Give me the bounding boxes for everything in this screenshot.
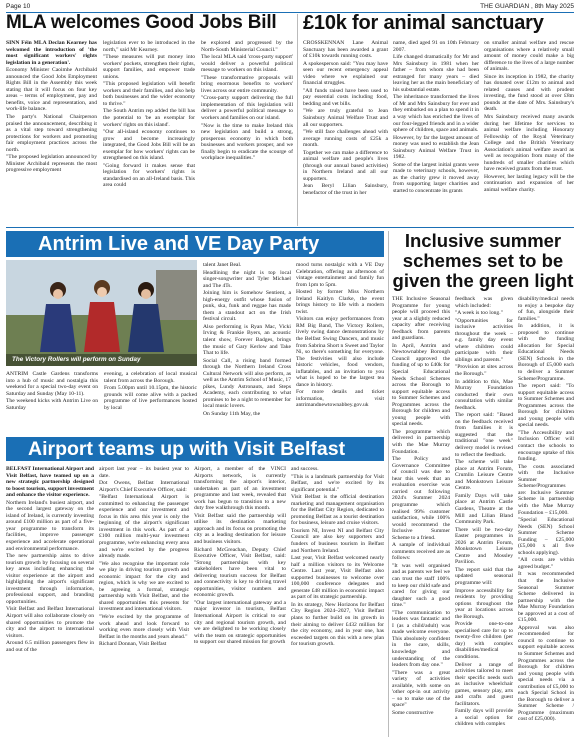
mla-lead: SINN Féin MLA Declan Kearney has welcomed the introduction of 'the most significant workers' rights legislation in a generation'. — [6, 40, 97, 66]
animal-paragraph: The inheritance transformed the lives of Mr and Mrs Sainsbury for ever and they embarked on a plan to spend it in a way which has enriched the lives of our four-legged friends and in a wider sphere of children, space and animals. — [393, 94, 479, 134]
mla-paragraph: The local MLA said 'cross-party support' would deliver a powerful political message to workers on this island. — [201, 54, 293, 74]
mla-paragraph: "This proposed legislation will benefit workers and their families, and also help both businesses and the wider economy to thrive." — [103, 81, 195, 107]
antrim-paragraph: Also performing is Ryan Mac, Vicki Irving & Frankie Byers, an acoustic talent show, Forever Badges, brings the music of Gary Kerlow and Take That to life. — [203, 323, 291, 357]
inclusive-paragraph: "Opportunities for inclusive activities throughout the week – e.g. family day event where children could participate with their siblings and parents." — [455, 317, 513, 363]
inclusive-paragraph: "The communication to leaders was fantastic and I (as a child/adult) was made welcome everyone. This absolutely confident in the care, skills, knowledge and understanding of the leaders from day one." — [392, 609, 450, 669]
column-divider — [388, 231, 389, 737]
airport-paragraph: Visit Belfast and Belfast International Airport will also collaborate closely on shared opportunities to promote the city and the airport to international visitors. — [6, 606, 94, 639]
inclusive-paragraph: In April, Antrim and Newtownabbey Borough Council approved the funding of up to £40k for Special Educational Needs School Schemes across the Borough to support equitable access to Summer Schemes and Programmes across the Borough for children and young people with special needs. — [392, 342, 450, 428]
airport-paragraph: "We also recognise the important role we play in driving tourism growth and economic impact for the city and region, which is why we are excited to be agreeing a formal, strategic partnership with Visit Belfast, and the shared opportunities this presents for investment and international visitors. — [99, 560, 189, 613]
animal-column-3 — [484, 40, 574, 224]
antrim-paragraph: evening, a celebration of local musical talent from across the Borough. — [104, 371, 197, 384]
antrim-headline: Antrim Live and VE Day Party — [6, 231, 384, 257]
inclusive-column-3 — [518, 296, 574, 734]
antrim-paragraph: Social Call, a rising band formed through the Northern Ireland Cross Cultural Network will also perform, as well as the Antrim School of Music, 17 pikes, Lundy Astronauts, and Steps Academy, each contributing to what promises to be a night to remember for local music lovers. — [203, 357, 291, 410]
inclusive-paragraph: There will be two-day Easter programmes in 2026 at Antrim Forum, Monkstown Leisure Centre and Mossley Pavilion. — [455, 526, 513, 566]
airport-column-1 — [6, 466, 94, 734]
mla-paragraph: The South Antrim rep added the bill has the potential to 'be an exemplar for workers' rights on this island'. — [103, 108, 195, 128]
inclusive-paragraph: "Special Educational Needs (SEN) School Summer Scheme Funding – £25,000 (£5,000 x all five schools applying). — [518, 517, 574, 556]
column-divider — [297, 14, 298, 226]
inclusive-headline-line: Inclusive summer — [404, 230, 562, 251]
inclusive-headline-line: given the green light — [392, 270, 574, 291]
antrim-column-3 — [203, 262, 291, 434]
mla-paragraph: Economy Minister Caoimhe Archibald announced the Good Jobs Employment Rights Bill in the Assembly this week stating that it will focus on four key areas – terms of employment, pay and benefits, voice and representation, and work-life balance. — [6, 67, 97, 113]
antrim-paragraph: For more details and ticket information, visit antrimandnewtownabbey.gov.uk — [296, 389, 384, 409]
animal-paragraph: Together we can make a difference to animal welfare and people's lives (through our annual based activities) in Northern Ireland and all our supporters. — [303, 149, 388, 182]
airport-paragraph: Tourism NI, Invest NI and Belfast City Council are also key supporters and funders of business tourism in Belfast and Northern Ireland. — [291, 527, 384, 554]
paper-name-date: THE GUARDIAN , 8th May 2025 — [480, 3, 574, 10]
antrim-column-2 — [104, 371, 197, 433]
inclusive-paragraph: "All costs are within agreed budget." — [518, 557, 574, 570]
animal-paragraph: "We still face challenges ahead with average running costs of £25k a month. — [303, 129, 388, 149]
inclusive-paragraph: In addition, it is proposed to continue with the funding allocation for Special Educational Needs (SEN) Schools in the Borough of £5,000 each to deliver a Summer Scheme/Programme. — [518, 323, 574, 382]
airport-paragraph: The new partnership aims to drive tourism growth by focusing on several key areas including enhancing the visitor experience at the airport and highlighting the airport's significant investment through information, professional support, and branding opportunities. — [6, 553, 94, 605]
mla-column-1 — [6, 40, 97, 224]
airport-column-2 — [99, 466, 189, 734]
antrim-paragraph: Headlining the night is top local singer-songwriter and Tyler Michael and The 4Ts. — [203, 269, 291, 289]
mla-paragraph: "Now is the time to make Ireland this new legislation and build a strong, prosperous economy in which both businesses and workers prosper, and we finally begin to eradicate the scourge of workplace inequalities." — [201, 122, 293, 162]
antrim-paragraph: mood turns nostalgic with a VE Day Celebration, offering an afternoon of vintage entertainment and family fun from 1pm to 5pm. — [296, 262, 384, 288]
animal-paragraph: However, by far the largest amount of money was used to establish the Jean Sainsbury Animal Welfare Trust in 1982. — [393, 134, 479, 161]
animal-paragraph: Life changed dramatically for Mr and Mrs Sainsbury in 1981 when her father – from whom she had been estranged for many years – died leaving her as the main beneficiary of his substantial estate. — [393, 54, 479, 93]
mla-column-2 — [103, 40, 195, 224]
animal-headline: £10k for animal sanctuary — [303, 12, 544, 34]
airport-column-3 — [194, 466, 286, 734]
inclusive-paragraph: Improve accessibility for residents by providing options throughout the year at locations across the Borough. — [455, 587, 513, 620]
airport-headline: Airport teams up with Visit Belfast — [6, 437, 384, 461]
airport-paragraph: and success. — [291, 466, 319, 472]
animal-paragraph: Mrs Sainsbury received many awards during her lifetime for services to animal welfare including Honorary Fellowship of the Royal Veterinary College and the British Veterinary Association's animal welfare award as well as recognition from many of the hundreds of smaller charities which have received grants from the trust. — [484, 114, 574, 173]
airport-paragraph: "We're excited by the programme of work ahead and look forward to working even more closely with Visit Belfast in the months and years ahead." — [99, 614, 189, 640]
airport-lead: BELFAST International Airport and Visit Belfast, have teamed up on a new strategic partnership designed to boost tourism, support investment and enhance the visitor experience. — [6, 466, 94, 499]
mla-paragraph: "The proposed legislation announced by Minister Archibald represents the most progressive employment — [6, 154, 97, 174]
photo-illustration — [6, 260, 197, 366]
airport-paragraph: Airport, a member of the VINCI Airports network, is currently transforming the airport's interior, undertaken as part of an investment programme and last week, revealed that work has begun to transition to a new duty free walkthrough this month. — [194, 466, 286, 512]
animal-paragraph: Jean Beryl Lilian Sainsbury, benefactor of the trust in her — [303, 183, 388, 197]
airport-paragraph: airport last year – its busiest year to date. — [99, 466, 189, 479]
inclusive-paragraph: Deliver a range of activities tailored to meet their specific needs such as inclusive wheelchair games, sensory play, arts and crafts and guest facilitators. — [455, 661, 513, 707]
airport-paragraph: Last year, Visit Belfast welcomed nearly half a million visitors to its Welcome Centre. Last year, Visit Belfast also supported businesses to welcome over 100,000 conference delegates and generate £48 million in economic impact as part of its strategic partnership. — [291, 555, 384, 601]
airport-paragraph: Richard McGreachan, Deputy Chief Executive Officer, Visit Belfast, said: "Strong partnerships with key stakeholders have been vital to delivering tourism success for Belfast and connectivity is key to driving travel opportunities, visitor numbers and economic growth. — [194, 546, 286, 599]
airport-paragraph: Around 6.5 million passengers flew in and out of the — [6, 640, 94, 653]
inclusive-paragraph: "Provision at sites across the Borough." — [455, 364, 513, 378]
animal-column-1 — [303, 40, 388, 224]
victory-rollers-photo — [6, 260, 197, 366]
antrim-paragraph: Visitors can enjoy performances from RM Big Band, The Victory Rollers, lively swing dance demonstrations by the Belfast Swing Dancers, and music from Sabrina Short n Sweet and Taylor Ni, so there's something for everyone. The festivities will also include historic vehicles, food vendors, inflatables, and an invitation to you what is hoped to be the largest tea dance in history. — [296, 316, 384, 388]
antrim-paragraph: ANTRIM Castle Gardens transforms into a hub of music and nostalgia this weekend for a special two-day event on Saturday and Sunday (May 10-11). — [6, 371, 98, 397]
inclusive-paragraph: The report said: "To support equitable access to Summer Schemes and Programmes across the Borough for children and young people with special needs. — [518, 383, 574, 429]
airport-paragraph: Northern Ireland's busiest airport, and the second largest gateway on the island of Ireland, is currently investing around £100 million as part of a five-year programme to transform its facilities, improve passenger experience and accelerate operational and environmental performance. — [6, 499, 94, 552]
inclusive-paragraph: Some constructive — [392, 709, 434, 716]
photo-caption: The Victory Rollers will perform on Sunday — [6, 354, 197, 366]
mla-paragraph: The party's National Chairperson praised the announcement, describing it as a vital step toward strengthening protections for workers and promoting fair employment practices across the north. — [6, 114, 97, 153]
section-divider — [6, 227, 574, 228]
airport-paragraph: "Belfast International Airport is committed to enhancing the passenger experience and our investment and focus in this area this year is only the beginning of the airport's significant investment in this work. As part of a £100 million multi-year investment programme, we're enhancing every area and we're excited by the progress already made. — [99, 494, 189, 560]
inclusive-paragraph: In addition to this, Mae Murray Foundation conducted their own consultation with similar feedback. — [455, 378, 513, 411]
airport-paragraph: Visit Belfast said the partnership will utilise its destination marketing approach and its focus on promoting the city as a leading destination for leisure and business visitors. — [194, 512, 286, 546]
animal-paragraph: Since its inception in 1982, the charity has donated over £12m to animal and related causes and with prudent investing, the fund stood at over £8m pounds at the date of Mrs. Sainsbury's death. — [484, 73, 574, 113]
inclusive-paragraph: "A week is too long." — [455, 310, 503, 317]
page-number: Page 10 — [6, 3, 31, 10]
inclusive-paragraph: "The Accessibility and Inclusion Officer will contact the schools to encourage uptake of this funding. — [518, 429, 574, 463]
antrim-column-1 — [6, 371, 98, 433]
inclusive-column-1 — [392, 296, 450, 734]
inclusive-paragraph: Approval was also recommended for council to continue to support equitable access to Summer Schemes and Programmes across the Borough for children and young people with special needs via a contribution of £5,000 to each Special School in the Borough to deliver a Summer Scheme / Programme (maximum cost of £25,000). — [518, 624, 574, 723]
antrim-column-4 — [296, 262, 384, 434]
airport-paragraph: In its strategy, New Horizons for Belfast City Region 2024–2027, Visit Belfast plans to further build on its growth in their aiming to deliver £432 million for the city economy, and in year one, has exceeded targets on this with a new plan for tourism growth. — [291, 601, 384, 648]
inclusive-paragraph: Family Days will take place at Antrim Castle Gardens, Theatre at the Mill and Lilian Bland Community Park. — [455, 492, 513, 526]
mla-column-3 — [201, 40, 293, 224]
mla-paragraph: "Cross-party support delivering the full implementation of this legislation will deliver a powerful political message to workers and families on our island. — [201, 95, 293, 122]
inclusive-paragraph: The report said that the updated seasonal programme will: — [455, 566, 513, 586]
animal-paragraph: "We are truly grateful to Jean Sainsbury Animal Welfare Trust and all our supporters. — [303, 108, 388, 128]
inclusive-paragraph: "There was a great variety of activities available, with some on 'other opt-in out activity – so to make use of the space" — [392, 669, 450, 709]
antrim-paragraph: On Sunday 11th May, the — [203, 411, 261, 418]
airport-paragraph: "This is a landmark partnership for Visit Belfast, and we're excited by its significant potential." — [291, 473, 384, 493]
mla-paragraph: legislation ever to be introduced in the north," said Mr Kearney. — [103, 40, 195, 53]
mla-paragraph: "Going forward it makes sense that legislation for workers' rights is standardised on an all-Ireland basis. This area could — [103, 162, 195, 189]
airport-paragraph: Dot Owens, Belfast International Airport's Chief Executive Officer, said: — [99, 480, 189, 493]
inclusive-paragraph: The report said: "Based on the feedback received from families it is suggested that the traditional "one week" delivery model is revised to reflect the feedback. — [455, 412, 513, 458]
animal-paragraph: CROSSKENNAN Lane Animal Sanctuary has been awarded a grant of £10k towards running costs. — [303, 40, 388, 60]
animal-paragraph: Some of the largest initial grants were made to veterinary schools, however, as the charity grew it moved away from supporting larger charities and started to concentrate its grants — [393, 161, 479, 195]
inclusive-paragraph: The Policy and Governance Committee of council was due to hear this week that an evaluation exercise was carried out following 2024's Summer 2024 programme which realised 99% customer satisfaction, while 100% would recommend the Inclusive Summer Scheme to a friend. — [392, 456, 450, 541]
mla-paragraph: "These transformative proposals will bring enormous benefits to workers' lives across our entire community. — [201, 74, 293, 94]
inclusive-column-2 — [455, 296, 513, 734]
inclusive-paragraph: feedback was given which included: — [455, 296, 513, 309]
mla-paragraph: "Our all-island economy continues to grow and become increasingly integrated, the Good Jobs Bill will be an exemplar for how workers' rights can be strengthened on this island. — [103, 129, 195, 162]
airport-paragraph: Visit Belfast is the official destination marketing and management organisation for the Belfast City Region, dedicated to promoting Belfast as a tourist destination for business, leisure and cruise visitors. — [291, 494, 384, 527]
inclusive-paragraph: A sample of individual comments received are as follows: — [392, 542, 450, 562]
animal-paragraph: A spokesperson said: "You may have seen our recent emergency appeal video where we explained our financial struggles. — [303, 60, 388, 87]
mla-paragraph: "These measures will put money into workers' pockets, strengthen their rights, support families, and empower trade unions. — [103, 54, 195, 80]
inclusive-headline — [392, 231, 574, 291]
airport-paragraph: Richard Donnan, Visit Belfast — [99, 641, 167, 648]
airport-column-4 — [291, 466, 384, 734]
animal-paragraph: name, died aged 91 on 10th February 2007. — [393, 40, 479, 53]
inclusive-paragraph: "It was well organised and as parents we feel we can trust the staff 100% to keep our child safe and cared for giving our daughter such a good time." — [392, 562, 450, 609]
inclusive-paragraph: The programme which delivered in partnership with the Mae Murray Foundation. — [392, 428, 450, 455]
inclusive-paragraph: The scheme will take place at Antrim Forum, Crumlin Leisure Centre and Monkstown Leisure Centre. — [455, 459, 513, 492]
antrim-paragraph: Hosted by former Miss Northern Ireland Kaitlyn Clarke, the event brings history to life with a modern twist. — [296, 289, 384, 315]
antrim-paragraph: From 5.00pm until 10.15pm, the historic grounds will come alive with a packed programme of live performances hosted by local — [104, 385, 197, 411]
animal-column-2 — [393, 40, 479, 224]
inclusive-paragraph: It was recommended that the Inclusive Seasonal Summer Scheme delivered in partnership with the Mae Murray Foundation be approved at a cost of £15,000. — [518, 571, 574, 624]
animal-paragraph: "All funds raised have been used to pay essential costs including food, bedding and vet bills. — [303, 87, 388, 107]
airport-paragraph: "Our largest international gateway and a major investor in tourism, Belfast International Airport is critical to our city and regional tourism growth, and we are delighted to be working closely with the team on strategic opportunities to support our shared mission for growth — [194, 599, 286, 646]
inclusive-paragraph: Provide one-to-one specialised care for up to twenty-five children (per day) with complex disabilities/medical conditions. — [455, 621, 513, 660]
animal-paragraph: However, her lasting legacy will be the continuation and expansion of her animal welfare charity. — [484, 173, 574, 194]
inclusive-paragraph: The costs associated with the Inclusive Summer Scheme/Programmes are: Inclusive Summer Scheme in partnership with the Mae Murray Foundation – £15,000. — [518, 463, 574, 516]
inclusive-paragraph: THE Inclusive Seasonal Programme for young people will proceed this year at a slightly reduced capacity after receiving feedback from parents and guardians. — [392, 296, 450, 342]
animal-paragraph: on smaller animal welfare and rescue organisations where a relatively small amount of money could make a big difference to the lives of a large number of animals. — [484, 40, 574, 73]
antrim-paragraph: talent Janet Beal. — [203, 262, 242, 268]
mla-headline: MLA welcomes Good Jobs Bill — [6, 12, 277, 33]
antrim-paragraph: Joining him is Somehow Sentient, a high-energy outfit whose fusion of punk, ska, funk and reggae has made them a standout act on the Irish festival circuit. — [203, 290, 291, 323]
antrim-paragraph: The weekend kicks with Antrim Live on Saturday — [6, 398, 98, 411]
inclusive-headline-line: schemes set to be — [402, 250, 564, 271]
mla-paragraph: be explored and progressed by the North-South Ministerial Council." — [201, 40, 293, 53]
inclusive-paragraph: Family days will provide a social option for children with complex — [455, 708, 513, 728]
inclusive-paragraph: disability/medical needs to enjoy a bespoke day of fun, alongside their families." — [518, 296, 574, 322]
